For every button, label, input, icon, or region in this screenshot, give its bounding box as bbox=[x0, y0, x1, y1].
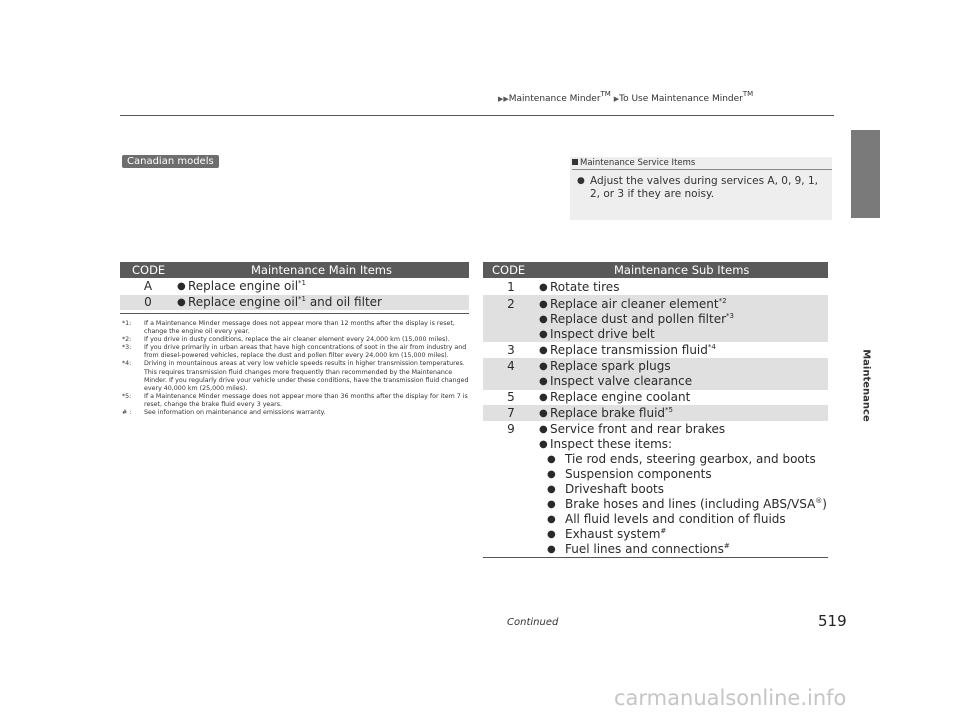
main-header-code: CODE bbox=[132, 263, 166, 277]
list-item bbox=[177, 279, 306, 294]
footnote bbox=[122, 360, 472, 392]
chapter-label: Maintenance bbox=[860, 349, 872, 422]
breadcrumb-arrow-icon: ▶▶ bbox=[498, 95, 509, 103]
sub-header-code: CODE bbox=[492, 263, 526, 277]
bullet-icon: ● bbox=[177, 297, 186, 308]
row-code: 4 bbox=[507, 359, 515, 373]
item-text: Suspension components bbox=[565, 467, 712, 481]
sub-list-item bbox=[539, 542, 827, 557]
footnote-ref: *1 bbox=[298, 295, 307, 303]
footnote-text: If you drive in dusty conditions, replace the air cleaner element every 24,000 km (15,000 miles). bbox=[144, 336, 450, 344]
list-item bbox=[539, 422, 827, 437]
registered-mark: ® bbox=[815, 497, 823, 505]
footnote-ref: *3 bbox=[726, 312, 734, 320]
row-code: A bbox=[143, 279, 153, 293]
row-code: 5 bbox=[507, 390, 515, 404]
row-code: 9 bbox=[507, 422, 515, 436]
bullet-icon: ● bbox=[539, 282, 548, 293]
note-title bbox=[572, 158, 695, 168]
table-row bbox=[120, 278, 469, 295]
footnote-key: *5: bbox=[122, 392, 132, 400]
bullet-icon: ● bbox=[539, 361, 548, 372]
footnote-text: See information on maintenance and emissions warranty. bbox=[144, 409, 326, 417]
item-text: and oil filter bbox=[306, 295, 382, 309]
item-text: Exhaust system bbox=[565, 527, 661, 541]
table-row bbox=[483, 405, 828, 421]
table-row bbox=[483, 279, 828, 295]
main-table-bottom-rule bbox=[120, 313, 469, 314]
table-row bbox=[483, 390, 828, 405]
note-divider bbox=[572, 169, 832, 170]
item-text: Replace brake fluid bbox=[550, 406, 666, 420]
row-code: 7 bbox=[507, 406, 515, 420]
sub-list-item bbox=[539, 512, 827, 527]
row-code: 2 bbox=[507, 297, 515, 311]
main-table-header bbox=[120, 262, 469, 278]
sub-header-items: Maintenance Sub Items bbox=[614, 263, 750, 277]
breadcrumb-item-1[interactable]: Maintenance Minder bbox=[508, 94, 601, 104]
sub-list-item bbox=[539, 527, 827, 542]
sub-list-item bbox=[539, 497, 827, 512]
footnote-key: *4: bbox=[122, 360, 132, 368]
bullet-icon: ● bbox=[539, 392, 548, 403]
item-text: Inspect these items: bbox=[550, 437, 673, 451]
header-divider bbox=[120, 115, 834, 116]
list-item bbox=[177, 295, 382, 310]
page-number: 519 bbox=[818, 612, 847, 630]
row-code: 0 bbox=[144, 295, 152, 309]
footnote-ref: *2 bbox=[718, 297, 727, 305]
list-item bbox=[539, 390, 690, 405]
breadcrumb-arrow-icon: ▶ bbox=[613, 95, 620, 103]
table-row bbox=[120, 295, 469, 310]
footnote-ref: # bbox=[660, 527, 667, 535]
list-item bbox=[539, 406, 673, 421]
bullet-icon: ● bbox=[539, 299, 548, 310]
continued-label: Continued bbox=[507, 617, 559, 628]
item-text: ) bbox=[822, 497, 827, 511]
row-code: 3 bbox=[507, 343, 515, 357]
item-text: Replace air cleaner element bbox=[550, 297, 719, 311]
item-text: Replace transmission fluid bbox=[550, 343, 708, 357]
table-row bbox=[483, 295, 828, 342]
bullet-icon: ● bbox=[547, 514, 556, 525]
footnote-text: If a Maintenance Minder message does not appear more than 36 months after the display for item 7 is reset, change the brake fluid every 3 years. bbox=[144, 392, 468, 408]
item-text: Replace spark plugs bbox=[550, 359, 671, 373]
bullet-icon: ● bbox=[547, 454, 556, 465]
list-item bbox=[539, 312, 734, 327]
row-code: 1 bbox=[507, 280, 515, 294]
item-text: Replace engine coolant bbox=[550, 390, 691, 404]
footnote-ref: *5 bbox=[665, 406, 673, 414]
item-text: Rotate tires bbox=[550, 280, 620, 294]
note-bullet-text: Adjust the valves during services A, 0, 9, 1, 2, or 3 if they are noisy. bbox=[590, 175, 818, 200]
list-item bbox=[539, 374, 692, 389]
sub-list-item bbox=[539, 452, 827, 467]
footnote bbox=[122, 409, 472, 417]
item-text: Fuel lines and connections bbox=[565, 542, 724, 556]
table-row bbox=[483, 358, 828, 390]
item-text: Driveshaft boots bbox=[565, 482, 664, 496]
bullet-icon: ● bbox=[539, 408, 548, 419]
trademark-mark: TM bbox=[742, 90, 754, 98]
breadcrumb bbox=[498, 90, 754, 104]
bullet-icon: ● bbox=[547, 544, 556, 555]
list-item bbox=[539, 437, 827, 452]
footnote bbox=[122, 320, 472, 336]
footnote-key: *1: bbox=[122, 320, 132, 327]
bullet-icon: ● bbox=[539, 424, 548, 435]
item-text: Inspect drive belt bbox=[550, 327, 655, 341]
main-header-items: Maintenance Main Items bbox=[251, 263, 392, 277]
item-text: Tie rod ends, steering gearbox, and boots bbox=[565, 452, 816, 466]
footnotes bbox=[122, 320, 472, 417]
bullet-icon: ● bbox=[539, 376, 548, 387]
item-text: Brake hoses and lines (including ABS/VSA bbox=[565, 497, 816, 511]
bullet-icon: ● bbox=[539, 439, 548, 450]
item-text: Replace engine oil bbox=[188, 295, 299, 309]
list-item bbox=[539, 297, 734, 312]
bullet-icon: ● bbox=[539, 314, 548, 325]
sub-list-item bbox=[539, 482, 827, 497]
bullet-icon: ● bbox=[547, 484, 556, 495]
item-text: Replace engine oil bbox=[188, 279, 299, 293]
footnote-ref: # bbox=[723, 542, 730, 550]
list-item bbox=[539, 280, 619, 295]
bullet-icon: ● bbox=[539, 345, 548, 356]
list-item bbox=[539, 327, 734, 342]
bullet-icon: ● bbox=[547, 529, 556, 540]
sub-table-bottom-rule bbox=[483, 557, 828, 558]
note-title-text: Maintenance Service Items bbox=[580, 158, 696, 168]
watermark: carmanualsonline.info bbox=[614, 686, 847, 710]
footnote-ref: *4 bbox=[707, 343, 716, 351]
bullet-icon: ● bbox=[547, 499, 556, 510]
note-marker-icon bbox=[572, 159, 578, 165]
footnote-ref: *1 bbox=[298, 279, 307, 287]
bullet-icon: ● bbox=[577, 176, 585, 186]
footnote bbox=[122, 393, 472, 409]
bullet-icon: ● bbox=[547, 469, 556, 480]
footnote-text: If you drive primarily in urban areas that have high concentrations of soot in the air from industry and from diesel-powered vehicles, replace the dust and pollen filter every 24,000 km (15,000 miles). bbox=[144, 344, 467, 360]
sub-list-item bbox=[539, 467, 827, 482]
region-badge: Canadian models bbox=[122, 155, 219, 168]
item-text: Replace dust and pollen filter bbox=[550, 312, 727, 326]
table-row bbox=[483, 421, 828, 557]
footnote bbox=[122, 336, 472, 344]
footnote-key: *2: bbox=[122, 336, 132, 344]
sub-table-header bbox=[483, 262, 828, 278]
footnote-key: # : bbox=[122, 409, 132, 417]
bullet-icon: ● bbox=[539, 329, 548, 340]
footnote-text: If a Maintenance Minder message does not appear more than 12 months after the display is reset, change the engine oil every year. bbox=[144, 320, 455, 336]
item-text: Inspect valve clearance bbox=[550, 374, 693, 388]
bullet-icon: ● bbox=[177, 281, 186, 292]
table-row bbox=[483, 342, 828, 358]
note-bullet bbox=[577, 175, 828, 201]
list-item bbox=[539, 343, 716, 358]
item-text: Service front and rear brakes bbox=[550, 422, 726, 436]
item-text: All fluid levels and condition of fluids bbox=[565, 512, 786, 526]
footnote-key: *3: bbox=[122, 344, 132, 352]
chapter-tab[interactable] bbox=[851, 130, 880, 218]
footnote bbox=[122, 344, 472, 360]
list-item bbox=[539, 359, 692, 374]
breadcrumb-item-2[interactable]: To Use Maintenance Minder bbox=[619, 94, 743, 104]
footnote-text: Driving in mountainous areas at very low vehicle speeds results in higher transmission temperatures. This requires transmission fluid changes more frequently than recommended by the Maintenance Minder. If you regularly drive your vehicle under these conditions, have the transmission fluid changed every 40,000 km (25,000 miles). bbox=[144, 360, 469, 392]
trademark-mark: TM bbox=[600, 90, 611, 98]
